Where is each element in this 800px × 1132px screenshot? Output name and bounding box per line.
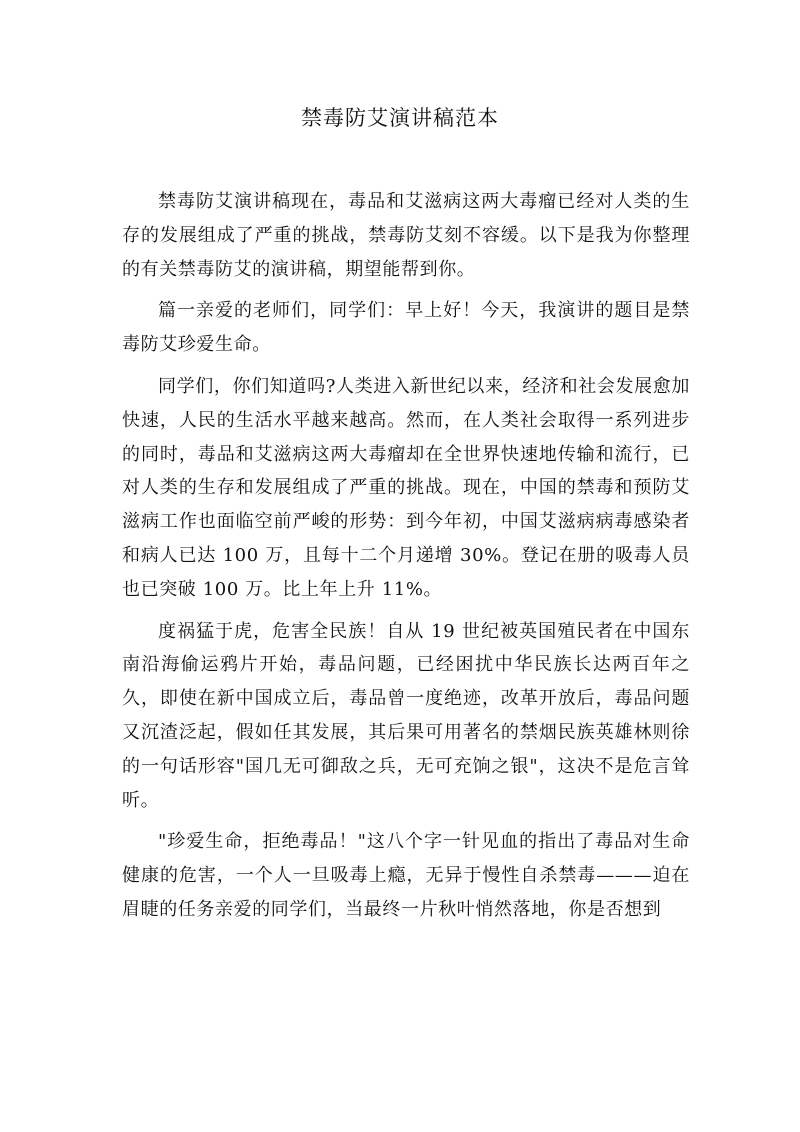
paragraph-greeting: 篇一亲爱的老师们，同学们：早上好！今天，我演讲的题目是禁毒防艾珍爱生命。 (122, 300, 690, 356)
paragraph-slogan: "珍爱生命，拒绝毒品！"这八个字一针见血的指出了毒品对生命健康的危害，一个人一旦吸毒上瘾，无异于慢性自杀禁毒———迫在眉睫的任务亲爱的同学们，当最终一片秋叶悄然落地，你是否想到 (122, 831, 690, 920)
document-body (122, 185, 690, 935)
paragraph-intro: 禁毒防艾演讲稿现在，毒品和艾滋病这两大毒瘤已经对人类的生存的发展组成了严重的挑战，禁毒防艾刻不容缓。以下是我为你整理的有关禁毒防艾的演讲稿，期望能帮到你。 (122, 191, 690, 280)
paragraph-history: 度祸猛于虎，危害全民族！自从 19 世纪被英国殖民者在中国东南沿海偷运鸦片开始，毒品问题，已经困扰中华民族长达两百年之久，即使在新中国成立后，毒品曾一度绝迹，改革开放后，毒品问题又沉渣泛起，假如任其发展，其后果可用著名的禁烟民族英雄林则徐的一句话形容"国几无可御敌之兵，无可充饷之银"，这决不是危言耸听。 (122, 620, 690, 811)
paragraph-situation: 同学们，你们知道吗?人类进入新世纪以来，经济和社会发展愈加快速，人民的生活水平越来越高。然而，在人类社会取得一系列进步的同时，毒品和艾滋病这两大毒瘤却在全世界快速地传输和流行，已对人类的生存和发展组成了严重的挑战。现在，中国的禁毒和预防艾滋病工作也面临空前严峻的形势：到今年初，中国艾滋病病毒感染者和病人已达 100 万，且每十二个月递增 30%。登记在册的吸毒人员也已突破 100 万。比上年上升 11%。 (122, 375, 690, 600)
document-title: 禁毒防艾演讲稿范本 (301, 106, 499, 130)
